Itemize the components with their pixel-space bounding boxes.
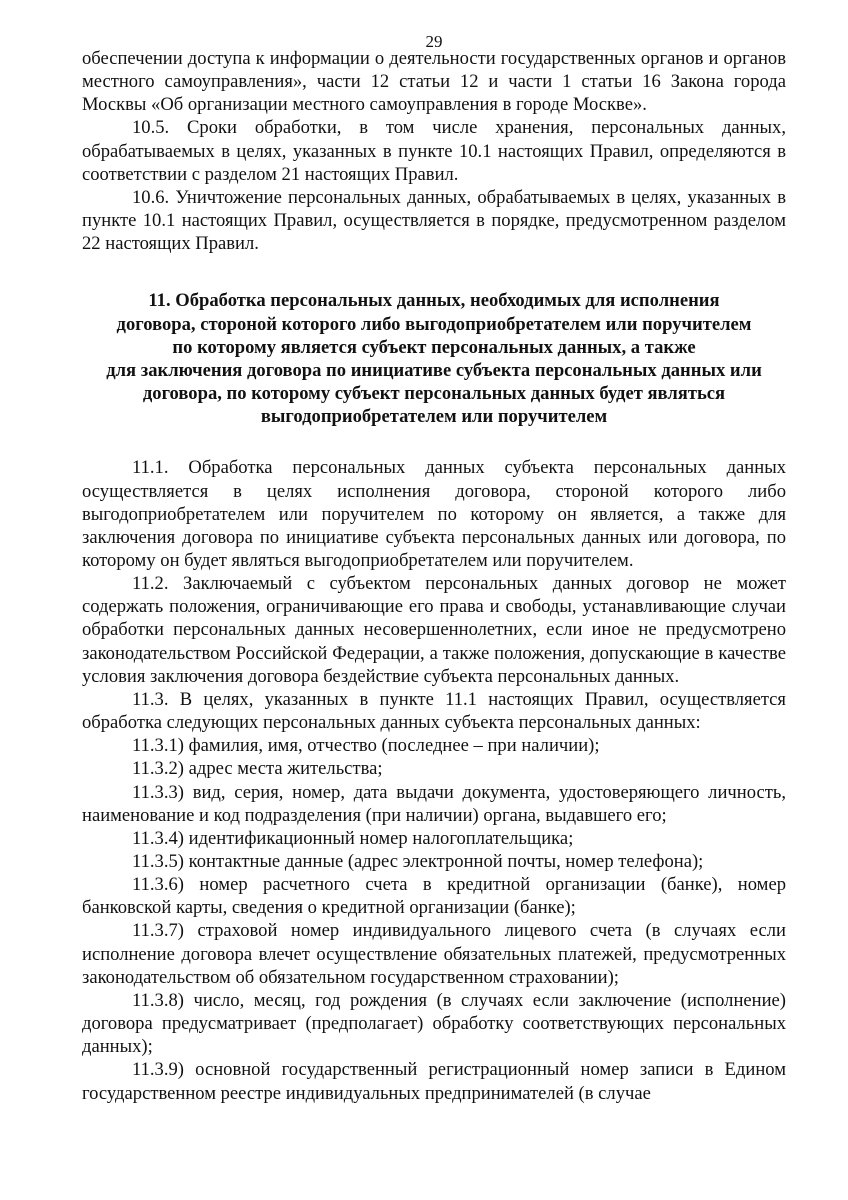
heading-line: договора, стороной которого либо выгодоприобретателем или поручителем <box>116 313 752 335</box>
list-item-11-3-1: 11.3.1) фамилия, имя, отчество (последнее – при наличии); <box>132 735 600 757</box>
paragraph-10-6: 10.6. Уничтожение персональных данных, обрабатываемых в целях, указанных в пункте 10.1 настоящих Правил, осуществляется в порядке, предусмотренном разделом 22 настоящих Правил. <box>82 186 786 255</box>
list-item-11-3-8: 11.3.8) число, месяц, год рождения (в случаях если заключение (исполнение) договора предусматривает (предполагает) обработку соответствующих персональных данных); <box>82 989 786 1058</box>
section-heading-11 <box>82 255 786 456</box>
heading-line: для заключения договора по инициативе субъекта персональных данных или <box>106 359 762 381</box>
heading-line: по которому является субъект персональных данных, а также <box>172 336 696 358</box>
list-item-11-3-7: 11.3.7) страховой номер индивидуального лицевого счета (в случаях если исполнение договора влечет осуществление обязательных платежей, предусмотренных законодательством об обязательном государственном страховании); <box>82 920 786 988</box>
paragraph-11-1: 11.1. Обработка персональных данных субъекта персональных данных осуществляется в целях исполнения договора, стороной которого либо выгодоприобретателем или поручителем по которому он является, а также для заключения договора по инициативе субъекта персональных данных или договора, по которому он будет являться выгодоприобретателем или поручителем. <box>82 457 786 571</box>
list-item-11-3-5: 11.3.5) контактные данные (адрес электронной почты, номер телефона); <box>132 851 704 872</box>
list-item-11-3-9: 11.3.9) основной государственный регистрационный номер записи в Едином государственном реестре индивидуальных предпринимателей (в случае <box>82 1059 786 1104</box>
heading-line: выгодоприобретателем или поручителем <box>260 406 608 428</box>
list-item-11-3-2: 11.3.2) адрес места жительства; <box>132 758 383 780</box>
list-item-11-3-4: 11.3.4) идентификационный номер налогоплательщика; <box>132 827 574 849</box>
paragraph-11-2: 11.2. Заключаемый с субъектом персональных данных договор не может содержать положения, ограничивающие его права и свободы, устанавливающие случаи обработки персональных данных несовершеннолетних, если иное не предусмотрено законодательством Российской Федерации, а также положения, допускающие в качестве условия заключения договора бездействие субъекта персональных данных. <box>82 573 786 687</box>
list-item-11-3-3: 11.3.3) вид, серия, номер, дата выдачи документа, удостоверяющего личность, наименование и код подразделения (при наличии) органа, выдавшего его; <box>82 781 786 826</box>
page-number: 29 <box>425 32 443 51</box>
list-item-11-3-6: 11.3.6) номер расчетного счета в кредитной организации (банке), номер банковской карты, сведения о кредитной организации (банке); <box>82 874 786 919</box>
heading-line: 11. Обработка персональных данных, необходимых для исполнения <box>148 290 720 312</box>
paragraph-10-5: 10.5. Сроки обработки, в том числе хранения, персональных данных, обрабатываемых в целях, указанных в пункте 10.1 настоящих Правил, определяются в соответствии с разделом 21 настоящих Правил. <box>82 117 786 185</box>
paragraph-11-3: 11.3. В целях, указанных в пункте 11.1 настоящих Правил, осуществляется обработка следующих персональных данных субъекта персональных данных: <box>82 688 786 734</box>
heading-line: договора, по которому субъект персональных данных будет являться <box>142 383 726 405</box>
paragraph-continuation: обеспечении доступа к информации о деятельности государственных органов и органов местного самоуправления», части 12 статьи 12 и части 1 статьи 16 Закона города Москвы «Об организации местного самоуправления в городе Москве». <box>82 48 786 116</box>
document-body <box>82 47 786 1105</box>
